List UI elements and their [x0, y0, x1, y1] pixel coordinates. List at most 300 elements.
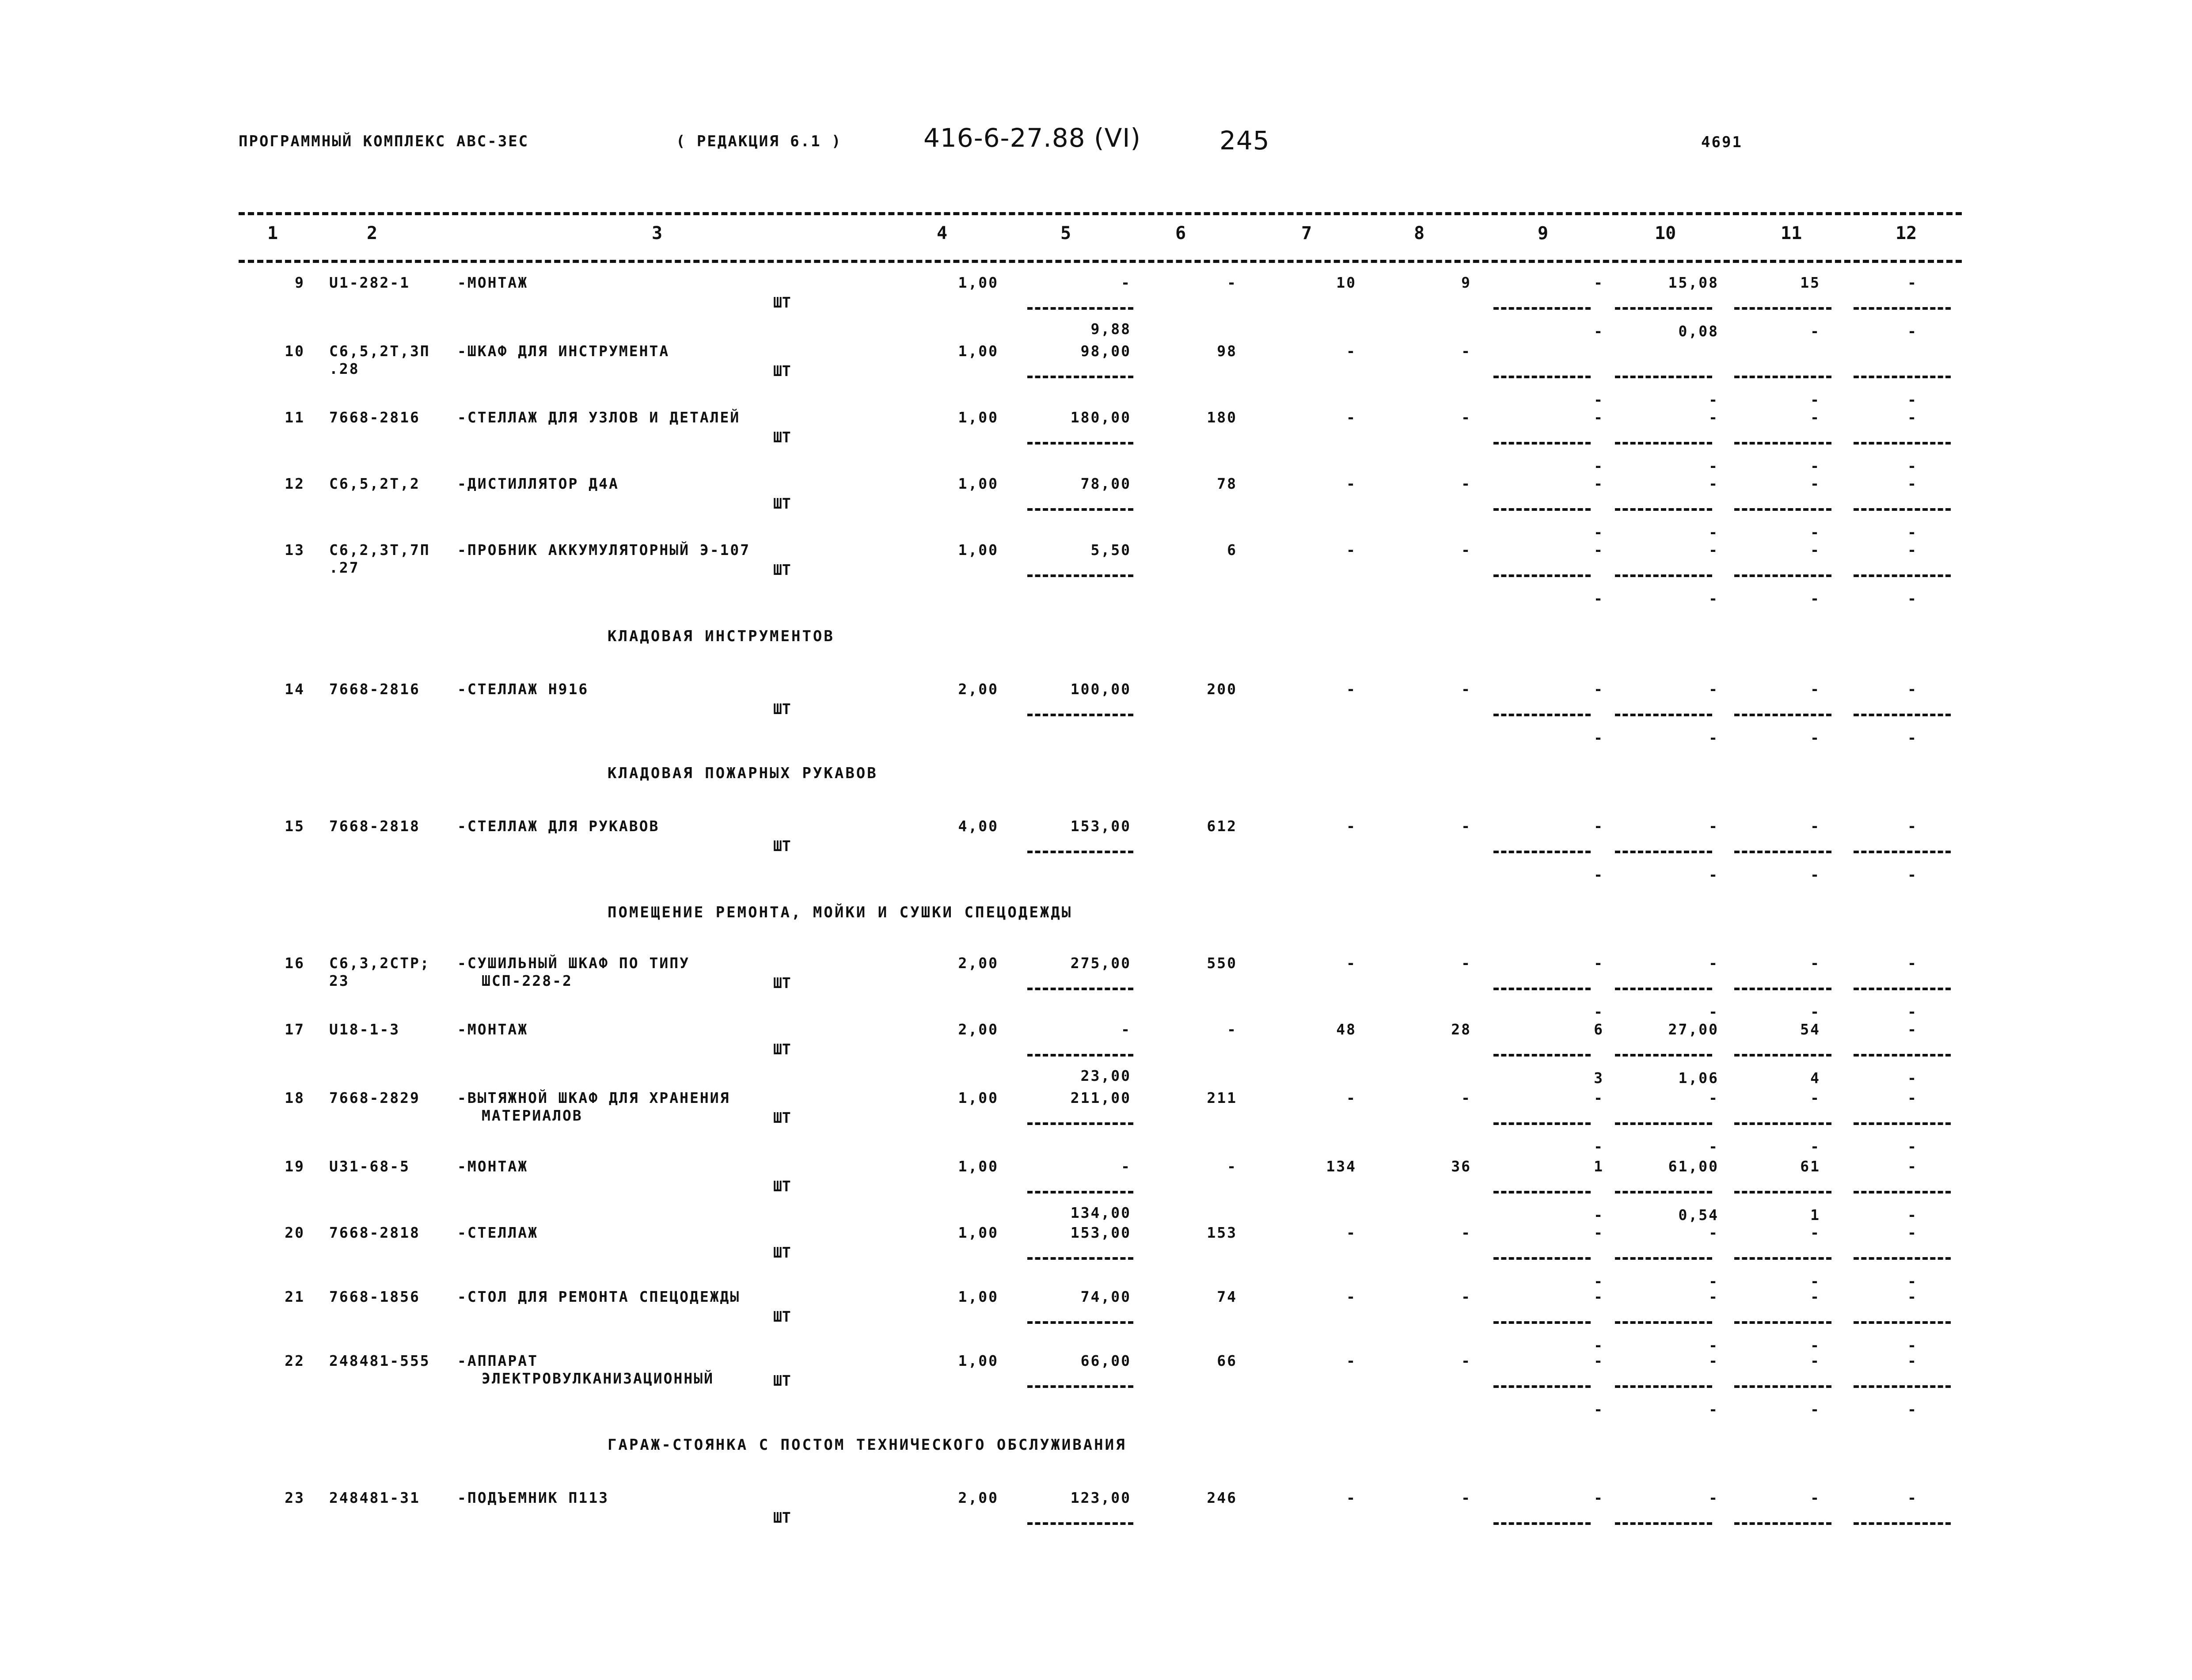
col-12-sub: -: [1907, 1003, 1918, 1020]
item-code: U31-68-5: [329, 1158, 410, 1175]
item-name: -ВЫТЯЖНОЙ ШКАФ ДЛЯ ХРАНЕНИЯ: [457, 1089, 730, 1106]
col-12-value: -: [1907, 1089, 1918, 1106]
subtotal-divider-10: [1615, 307, 1712, 310]
col-10-value: -: [1709, 541, 1719, 559]
price-divider: [1027, 376, 1133, 378]
col-9-sub: -: [1594, 1401, 1604, 1418]
col-11-value: -: [1810, 1089, 1820, 1106]
program-title: ПРОГРАММНЫЙ КОМПЛЕКС АВС-ЗЕС: [239, 133, 529, 150]
subtotal-divider-9: [1493, 1122, 1591, 1125]
price-divider: [1027, 851, 1133, 853]
item-name-continued: МАТЕРИАЛОВ: [482, 1107, 583, 1124]
item-name: -ПОДЪЕМНИК П113: [457, 1489, 609, 1506]
item-name: -СТЕЛЛАЖ: [457, 1224, 538, 1241]
col-7-value: -: [1346, 1288, 1356, 1305]
total-cost: -: [1227, 274, 1237, 291]
row-number: 22: [285, 1352, 305, 1369]
subtotal-divider-9: [1493, 1191, 1591, 1193]
col-9-sub: -: [1594, 1337, 1604, 1354]
unit-label: ШТ: [773, 429, 791, 446]
unit-price-labor: 23,00: [1080, 1067, 1131, 1084]
col-11-sub: -: [1810, 729, 1820, 746]
subtotal-divider-11: [1734, 1321, 1831, 1324]
item-name: -СУШИЛЬНЫЙ ШКАФ ПО ТИПУ: [457, 954, 690, 972]
col-num-5: 5: [1060, 223, 1071, 243]
col-12-value: -: [1907, 1288, 1918, 1305]
subtotal-divider-10: [1615, 1385, 1712, 1388]
col-12-value: -: [1907, 1352, 1918, 1369]
col-11-value: 61: [1800, 1158, 1820, 1175]
subtotal-divider-12: [1854, 1191, 1951, 1193]
unit-label: ШТ: [773, 700, 791, 718]
quantity: 1,00: [958, 475, 999, 492]
row-number: 19: [285, 1158, 305, 1175]
col-10-value: -: [1709, 954, 1719, 972]
quantity: 1,00: [958, 1158, 999, 1175]
col-11-value: -: [1810, 1224, 1820, 1241]
unit-label: ШТ: [773, 561, 791, 578]
col-12-sub: -: [1907, 524, 1918, 541]
col-7-value: -: [1346, 475, 1356, 492]
col-11-value: 15: [1800, 274, 1820, 291]
subtotal-divider-11: [1734, 508, 1831, 511]
col-11-sub: -: [1810, 524, 1820, 541]
row-number: 23: [285, 1489, 305, 1506]
col-num-4: 4: [937, 223, 948, 243]
col-10-sub: 0,08: [1678, 323, 1719, 340]
col-12-value: -: [1907, 541, 1918, 559]
quantity: 2,00: [958, 680, 999, 698]
quantity: 1,00: [958, 409, 999, 426]
col-11-sub: -: [1810, 1401, 1820, 1418]
col-10-value: -: [1709, 1352, 1719, 1369]
unit-price: 153,00: [1070, 817, 1131, 835]
col-10-sub: 0,54: [1678, 1206, 1719, 1224]
col-9-sub: -: [1594, 866, 1604, 883]
col-7-value: -: [1346, 954, 1356, 972]
price-divider: [1027, 442, 1133, 445]
subtotal-divider-10: [1615, 988, 1712, 990]
col-10-value: -: [1709, 817, 1719, 835]
total-cost: 78: [1217, 475, 1237, 492]
col-10-value: -: [1709, 1224, 1719, 1241]
col-11-value: 54: [1800, 1021, 1820, 1038]
subtotal-divider-11: [1734, 1522, 1831, 1525]
subtotal-divider-12: [1854, 714, 1951, 716]
col-12-sub: -: [1907, 1337, 1918, 1354]
section-heading: ГАРАЖ-СТОЯНКА С ПОСТОМ ТЕХНИЧЕСКОГО ОБСЛУЖИВАНИЯ: [608, 1436, 1127, 1454]
col-10-sub: -: [1709, 1401, 1719, 1418]
row-number: 13: [285, 541, 305, 559]
row-number: 18: [285, 1089, 305, 1106]
col-9-value: -: [1594, 475, 1604, 492]
subtotal-divider-12: [1854, 574, 1951, 577]
col-num-10: 10: [1655, 223, 1676, 243]
col-12-value: -: [1907, 680, 1918, 698]
quantity: 1,00: [958, 342, 999, 360]
col-7-value: -: [1346, 342, 1356, 360]
col-11-value: -: [1810, 1352, 1820, 1369]
price-divider: [1027, 1321, 1133, 1324]
item-name: -СТЕЛЛАЖ ДЛЯ УЗЛОВ И ДЕТАЛЕЙ: [457, 409, 741, 426]
subtotal-divider-10: [1615, 574, 1712, 577]
unit-label: ШТ: [773, 1041, 791, 1058]
total-cost: 246: [1207, 1489, 1237, 1506]
col-10-sub: -: [1709, 1003, 1719, 1020]
subtotal-divider-9: [1493, 376, 1591, 378]
section-heading: КЛАДОВАЯ ПОЖАРНЫХ РУКАВОВ: [608, 764, 878, 782]
subtotal-divider-12: [1854, 1321, 1951, 1324]
subtotal-divider-10: [1615, 1122, 1712, 1125]
total-cost: 211: [1207, 1089, 1237, 1106]
row-number: 14: [285, 680, 305, 698]
col-9-value: -: [1594, 954, 1604, 972]
total-cost: 612: [1207, 817, 1237, 835]
row-number: 20: [285, 1224, 305, 1241]
quantity: 2,00: [958, 954, 999, 972]
col-11-value: -: [1810, 1288, 1820, 1305]
item-name: -МОНТАЖ: [457, 274, 528, 291]
col-9-value: -: [1594, 1224, 1604, 1241]
col-9-sub: -: [1594, 1138, 1604, 1155]
col-12-value: -: [1907, 1021, 1918, 1038]
col-7-value: -: [1346, 409, 1356, 426]
row-number: 17: [285, 1021, 305, 1038]
col-10-sub: -: [1709, 866, 1719, 883]
col-11-value: -: [1810, 475, 1820, 492]
col-10-value: -: [1709, 680, 1719, 698]
subtotal-divider-10: [1615, 1522, 1712, 1525]
subtotal-divider-12: [1854, 1054, 1951, 1057]
row-number: 9: [295, 274, 305, 291]
unit-label: ШТ: [773, 1372, 791, 1389]
price-divider: [1027, 508, 1133, 511]
subtotal-divider-11: [1734, 376, 1831, 378]
col-9-value: -: [1594, 1352, 1604, 1369]
total-cost: 153: [1207, 1224, 1237, 1241]
price-divider: [1027, 574, 1133, 577]
col-11-value: -: [1810, 409, 1820, 426]
unit-label: ШТ: [773, 294, 791, 311]
section-heading: ПОМЕЩЕНИЕ РЕМОНТА, МОЙКИ И СУШКИ СПЕЦОДЕЖДЫ: [608, 904, 1073, 921]
col-8-value: -: [1461, 1089, 1471, 1106]
col-9-sub: -: [1594, 1003, 1604, 1020]
quantity: 4,00: [958, 817, 999, 835]
col-8-value: -: [1461, 1224, 1471, 1241]
unit-label: ШТ: [773, 837, 791, 855]
col-7-value: -: [1346, 1489, 1356, 1506]
price-divider: [1027, 1191, 1133, 1193]
unit-price-labor: 134,00: [1070, 1204, 1131, 1221]
col-num-6: 6: [1175, 223, 1186, 243]
col-9-sub: 3: [1594, 1069, 1604, 1087]
col-9-value: 6: [1594, 1021, 1604, 1038]
col-10-sub: -: [1709, 729, 1719, 746]
col-8-value: 36: [1451, 1158, 1471, 1175]
item-code: 7668-2816: [329, 680, 420, 698]
item-code-suffix: 23: [329, 972, 350, 989]
col-10-sub: -: [1709, 590, 1719, 607]
col-11-sub: -: [1810, 866, 1820, 883]
col-10-value: -: [1709, 1089, 1719, 1106]
col-9-sub: -: [1594, 457, 1604, 475]
subtotal-divider-12: [1854, 1257, 1951, 1260]
col-11-value: -: [1810, 1489, 1820, 1506]
col-10-value: -: [1709, 475, 1719, 492]
subtotal-divider-12: [1854, 1122, 1951, 1125]
col-12-sub: -: [1907, 866, 1918, 883]
quantity: 1,00: [958, 1352, 999, 1369]
col-9-sub: -: [1594, 323, 1604, 340]
price-divider: [1027, 1054, 1133, 1057]
col-12-value: -: [1907, 954, 1918, 972]
col-9-value: -: [1594, 1288, 1604, 1305]
col-9-value: 1: [1594, 1158, 1604, 1175]
item-code: 248481-31: [329, 1489, 420, 1506]
col-12-value: -: [1907, 475, 1918, 492]
subtotal-divider-10: [1615, 1257, 1712, 1260]
quantity: 1,00: [958, 1224, 999, 1241]
unit-label: ШТ: [773, 495, 791, 512]
subtotal-divider-9: [1493, 508, 1591, 511]
col-11-sub: -: [1810, 1273, 1820, 1290]
item-code: 7668-2818: [329, 1224, 420, 1241]
unit-price: 275,00: [1070, 954, 1131, 972]
col-7-value: -: [1346, 680, 1356, 698]
price-divider: [1027, 1385, 1133, 1388]
col-12-sub: -: [1907, 1206, 1918, 1224]
price-divider: [1027, 988, 1133, 990]
row-number: 11: [285, 409, 305, 426]
item-name: -СТЕЛЛАЖ Н916: [457, 680, 589, 698]
subtotal-divider-10: [1615, 1321, 1712, 1324]
col-11-sub: 1: [1810, 1206, 1820, 1224]
col-11-sub: 4: [1810, 1069, 1820, 1087]
col-8-value: -: [1461, 342, 1471, 360]
subtotal-divider-9: [1493, 714, 1591, 716]
quantity: 1,00: [958, 541, 999, 559]
col-12-value: -: [1907, 1224, 1918, 1241]
col-10-sub: -: [1709, 391, 1719, 408]
total-cost: 180: [1207, 409, 1237, 426]
subtotal-divider-12: [1854, 442, 1951, 445]
col-10-sub: -: [1709, 524, 1719, 541]
top-rule: [239, 212, 1962, 215]
subtotal-divider-9: [1493, 442, 1591, 445]
subtotal-divider-11: [1734, 851, 1831, 853]
col-12-value: -: [1907, 817, 1918, 835]
col-8-value: -: [1461, 475, 1471, 492]
col-10-sub: 1,06: [1678, 1069, 1719, 1087]
subtotal-divider-11: [1734, 1122, 1831, 1125]
item-code: С6,5,2Т,2: [329, 475, 420, 492]
unit-label: ШТ: [773, 1509, 791, 1526]
col-num-11: 11: [1781, 223, 1802, 243]
subtotal-divider-11: [1734, 442, 1831, 445]
col-7-value: 48: [1336, 1021, 1356, 1038]
col-7-value: -: [1346, 817, 1356, 835]
subtotal-divider-10: [1615, 442, 1712, 445]
col-9-sub: -: [1594, 729, 1604, 746]
col-8-value: 9: [1461, 274, 1471, 291]
row-number: 12: [285, 475, 305, 492]
col-11-sub: -: [1810, 457, 1820, 475]
total-cost: -: [1227, 1158, 1237, 1175]
col-11-value: -: [1810, 817, 1820, 835]
subtotal-divider-9: [1493, 1522, 1591, 1525]
subtotal-divider-12: [1854, 376, 1951, 378]
col-10-value: 27,00: [1668, 1021, 1719, 1038]
col-12-sub: -: [1907, 1273, 1918, 1290]
item-code: U18-1-3: [329, 1021, 400, 1038]
col-10-sub: -: [1709, 1273, 1719, 1290]
subtotal-divider-11: [1734, 574, 1831, 577]
col-7-value: -: [1346, 1352, 1356, 1369]
col-7-value: 134: [1326, 1158, 1356, 1175]
row-number: 15: [285, 817, 305, 835]
header-rule: [239, 260, 1962, 263]
item-code: С6,2,3Т,7П: [329, 541, 430, 559]
col-11-sub: -: [1810, 391, 1820, 408]
edition-label: ( РЕДАКЦИЯ 6.1 ): [676, 133, 842, 150]
quantity: 1,00: [958, 1089, 999, 1106]
section-heading: КЛАДОВАЯ ИНСТРУМЕНТОВ: [608, 627, 835, 645]
col-8-value: 28: [1451, 1021, 1471, 1038]
col-9-value: -: [1594, 1489, 1604, 1506]
row-number: 10: [285, 342, 305, 360]
unit-price-labor: 9,88: [1090, 320, 1131, 338]
col-num-12: 12: [1896, 223, 1917, 243]
total-cost: 200: [1207, 680, 1237, 698]
col-num-1: 1: [267, 223, 278, 243]
col-9-value: -: [1594, 541, 1604, 559]
col-12-sub: -: [1907, 1401, 1918, 1418]
col-12-value: -: [1907, 1158, 1918, 1175]
col-num-3: 3: [652, 223, 663, 243]
unit-label: ШТ: [773, 1178, 791, 1195]
subtotal-divider-9: [1493, 1257, 1591, 1260]
quantity: 1,00: [958, 1288, 999, 1305]
col-9-value: -: [1594, 817, 1604, 835]
col-11-value: -: [1810, 954, 1820, 972]
unit-price: 74,00: [1080, 1288, 1131, 1305]
subtotal-divider-11: [1734, 1385, 1831, 1388]
col-10-value: -: [1709, 1489, 1719, 1506]
unit-label: ШТ: [773, 1109, 791, 1126]
item-code: 7668-1856: [329, 1288, 420, 1305]
unit-price: 98,00: [1080, 342, 1131, 360]
col-8-value: -: [1461, 409, 1471, 426]
col-num-7: 7: [1301, 223, 1312, 243]
subtotal-divider-11: [1734, 988, 1831, 990]
unit-price: -: [1121, 1021, 1131, 1038]
col-8-value: -: [1461, 541, 1471, 559]
item-name: -ПРОБНИК АККУМУЛЯТОРНЫЙ Э-107: [457, 541, 751, 559]
col-7-value: -: [1346, 1224, 1356, 1241]
unit-price: -: [1121, 274, 1131, 291]
unit-price: 100,00: [1070, 680, 1131, 698]
col-11-sub: -: [1810, 1337, 1820, 1354]
subtotal-divider-10: [1615, 1191, 1712, 1193]
total-cost: 6: [1227, 541, 1237, 559]
col-10-value: 61,00: [1668, 1158, 1719, 1175]
unit-label: ШТ: [773, 1308, 791, 1325]
price-divider: [1027, 307, 1133, 310]
col-8-value: -: [1461, 1288, 1471, 1305]
price-divider: [1027, 714, 1133, 716]
item-name: -МОНТАЖ: [457, 1158, 528, 1175]
subtotal-divider-9: [1493, 1385, 1591, 1388]
price-divider: [1027, 1257, 1133, 1260]
col-9-sub: -: [1594, 1206, 1604, 1224]
subtotal-divider-12: [1854, 307, 1951, 310]
subtotal-divider-11: [1734, 307, 1831, 310]
subtotal-divider-9: [1493, 988, 1591, 990]
col-10-sub: -: [1709, 1337, 1719, 1354]
item-code: 7668-2816: [329, 409, 420, 426]
col-9-value: -: [1594, 274, 1604, 291]
subtotal-divider-9: [1493, 574, 1591, 577]
col-8-value: -: [1461, 680, 1471, 698]
col-8-value: -: [1461, 954, 1471, 972]
subtotal-divider-9: [1493, 851, 1591, 853]
subtotal-divider-9: [1493, 1054, 1591, 1057]
col-12-value: -: [1907, 274, 1918, 291]
col-8-value: -: [1461, 1489, 1471, 1506]
subtotal-divider-11: [1734, 1054, 1831, 1057]
subtotal-divider-10: [1615, 376, 1712, 378]
item-name: -МОНТАЖ: [457, 1021, 528, 1038]
col-10-sub: -: [1709, 1138, 1719, 1155]
page-number: 245: [1219, 125, 1270, 156]
col-12-value: -: [1907, 409, 1918, 426]
col-7-value: -: [1346, 1089, 1356, 1106]
subtotal-divider-12: [1854, 1522, 1951, 1525]
col-12-sub: -: [1907, 729, 1918, 746]
item-name-continued: ЭЛЕКТРОВУЛКАНИЗАЦИОННЫЙ: [482, 1370, 714, 1387]
item-code: 7668-2818: [329, 817, 420, 835]
quantity: 1,00: [958, 274, 999, 291]
col-9-sub: -: [1594, 391, 1604, 408]
subtotal-divider-12: [1854, 851, 1951, 853]
total-cost: 98: [1217, 342, 1237, 360]
col-12-sub: -: [1907, 1069, 1918, 1087]
subtotal-divider-10: [1615, 1054, 1712, 1057]
col-10-value: -: [1709, 409, 1719, 426]
total-cost: -: [1227, 1021, 1237, 1038]
col-11-value: -: [1810, 680, 1820, 698]
col-num-9: 9: [1538, 223, 1549, 243]
unit-price: 78,00: [1080, 475, 1131, 492]
subtotal-divider-9: [1493, 307, 1591, 310]
quantity: 2,00: [958, 1489, 999, 1506]
col-10-value: 15,08: [1668, 274, 1719, 291]
col-12-sub: -: [1907, 391, 1918, 408]
unit-label: ШТ: [773, 974, 791, 992]
item-code: U1-282-1: [329, 274, 410, 291]
col-9-sub: -: [1594, 524, 1604, 541]
unit-label: ШТ: [773, 362, 791, 380]
total-cost: 66: [1217, 1352, 1237, 1369]
quantity: 2,00: [958, 1021, 999, 1038]
subtotal-divider-11: [1734, 714, 1831, 716]
item-code-suffix: .28: [329, 360, 360, 377]
unit-price: 153,00: [1070, 1224, 1131, 1241]
col-12-sub: -: [1907, 323, 1918, 340]
item-code: С6,5,2Т,3П: [329, 342, 430, 360]
col-9-value: -: [1594, 409, 1604, 426]
item-code-suffix: .27: [329, 559, 360, 576]
